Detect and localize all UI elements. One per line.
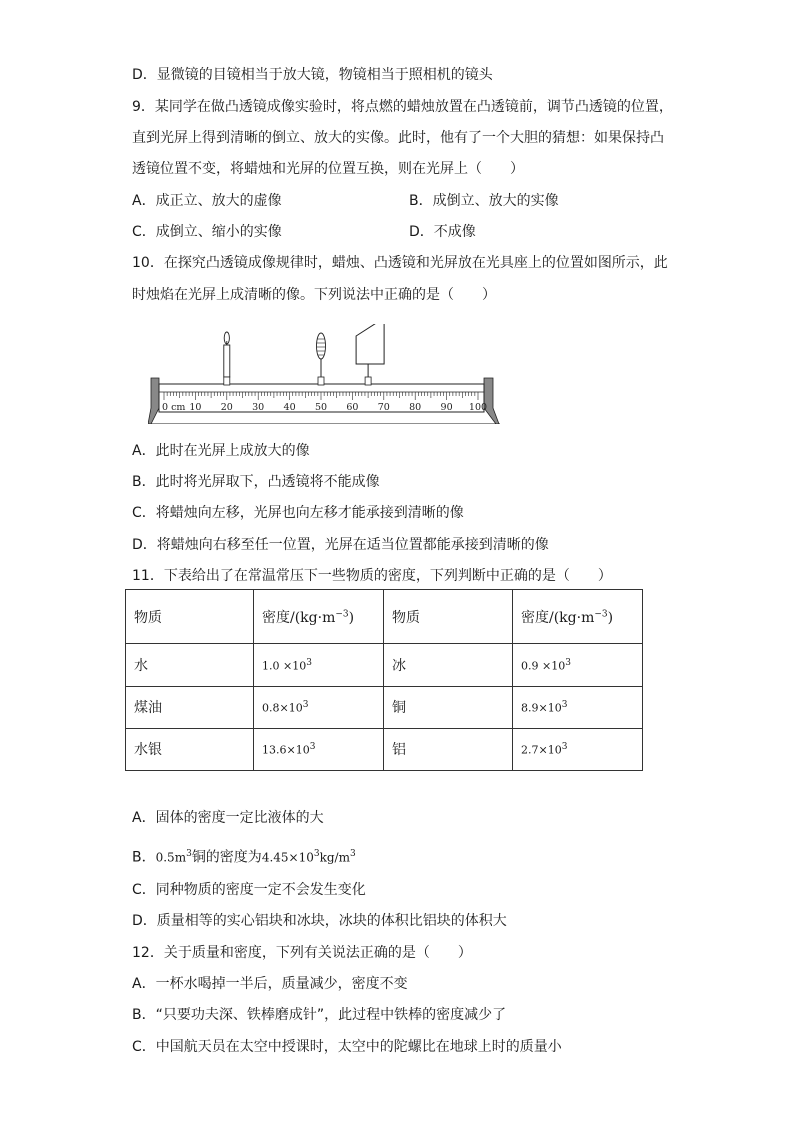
q9-option-b: B．成倒立、放大的实像 (409, 193, 559, 209)
cell-density: $1.0 \times 10^3$ (254, 644, 384, 686)
header-substance-1: 物质 (126, 590, 254, 644)
header-density-1: 密度$/(kg\cdot m^{-3})$ (254, 590, 384, 644)
q11-option-d: D．质量相等的实心铝块和冰块，冰块的体积比铝块的体积大 (132, 913, 507, 929)
cell-substance: 冰 (384, 644, 513, 686)
table-row (126, 728, 643, 770)
ruler-label: 50 (314, 402, 328, 413)
cell-density: $2.7\times 10^3$ (513, 728, 643, 770)
q9-stem-3: 透镜位置不变，将蜡烛和光屏的位置互换，则在光屏上（ ） (132, 161, 524, 177)
ruler-label: 80 (409, 402, 422, 413)
table-header-row (126, 590, 643, 644)
q12-option-c: C．中国航天员在太空中授课时，太空中的陀螺比在地球上时的质量小 (132, 1039, 562, 1055)
q12-option-a: A．一杯水喝掉一半后，质量减少，密度不变 (132, 976, 408, 992)
ruler-label: 30 (252, 402, 265, 413)
holder (365, 377, 371, 385)
ruler-label: 0 cm (162, 402, 186, 413)
cell-density: $0.9 \times 10^3$ (513, 644, 643, 686)
convex-lens-icon (317, 333, 326, 377)
q12-stem: 12．关于质量和密度，下列有关说法正确的是（ ） (132, 945, 472, 961)
table-row (126, 644, 643, 686)
holder (224, 377, 230, 385)
cell-density: $8.9\times 10^3$ (513, 686, 643, 728)
table-row (126, 686, 643, 728)
q11-option-c: C．同种物质的密度一定不会发生变化 (132, 882, 366, 898)
q10-stem-1: 10．在探究凸透镜成像规律时，蜡烛、凸透镜和光屏放在光具座上的位置如图所示，此 (132, 255, 668, 271)
ruler-label: 20 (220, 402, 233, 413)
q10-option-a: A．此时在光屏上成放大的像 (132, 443, 310, 459)
q11-stem: 11．下表给出了在常温常压下一些物质的密度，下列判断中正确的是（ ） (132, 568, 612, 584)
q9-option-c: C．成倒立、缩小的实像 (132, 224, 282, 240)
ruler-label: 10 (189, 402, 202, 413)
optical-bench-figure (148, 324, 500, 424)
q12-option-b: B．“只要功夫深、铁棒磨成针”，此过程中铁棒的密度减少了 (132, 1007, 507, 1023)
q10-option-c: C．将蜡烛向左移，光屏也向左移才能承接到清晰的像 (132, 505, 464, 521)
ruler-label: 100 (468, 402, 488, 413)
cell-substance: 水银 (126, 728, 254, 770)
q10-stem-2: 时烛焰在光屏上成清晰的像。下列说法中正确的是（ ） (132, 287, 496, 303)
left-support (148, 378, 159, 424)
holder (318, 377, 324, 385)
cell-substance: 煤油 (126, 686, 254, 728)
ruler-label: 90 (440, 402, 453, 413)
header-density-2: 密度$/(kg\cdot m^{-3})$ (513, 590, 643, 644)
ruler-label: 70 (377, 402, 390, 413)
light-screen-icon (356, 324, 384, 377)
right-support (484, 378, 499, 424)
candle-icon (224, 332, 230, 377)
q11-option-a: A．固体的密度一定比液体的大 (132, 810, 324, 826)
q9-stem-1: 9．某同学在做凸透镜成像实验时，将点燃的蜡烛放置在凸透镜前，调节凸透镜的位置， (132, 99, 673, 115)
ruler-label: 60 (346, 402, 359, 413)
q8-option-d: D．显微镜的目镜相当于放大镜，物镜相当于照相机的镜头 (132, 67, 493, 83)
q11-option-b: B．$0.5m^3$铜的密度为$4.45\times 10^3kg/m^3$ (132, 849, 356, 866)
header-substance-2: 物质 (384, 590, 513, 644)
q9-option-d: D．不成像 (409, 224, 476, 240)
cell-substance: 铜 (384, 686, 513, 728)
q10-option-d: D．将蜡烛向右移至任一位置，光屏在适当位置都能承接到清晰的像 (132, 537, 549, 553)
cell-substance: 铝 (384, 728, 513, 770)
cell-density: $0.8\times 10^3$ (254, 686, 384, 728)
cell-density: $13.6\times 10^3$ (254, 728, 384, 770)
q10-option-b: B．此时将光屏取下，凸透镜将不能成像 (132, 474, 380, 490)
q9-option-a: A．成正立、放大的虚像 (132, 193, 282, 209)
density-table (125, 589, 643, 771)
ruler-label: 40 (283, 402, 296, 413)
cell-substance: 水 (126, 644, 254, 686)
q9-stem-2: 直到光屏上得到清晰的倒立、放大的实像。此时，他有了一个大胆的猜想：如果保持凸 (132, 130, 664, 146)
